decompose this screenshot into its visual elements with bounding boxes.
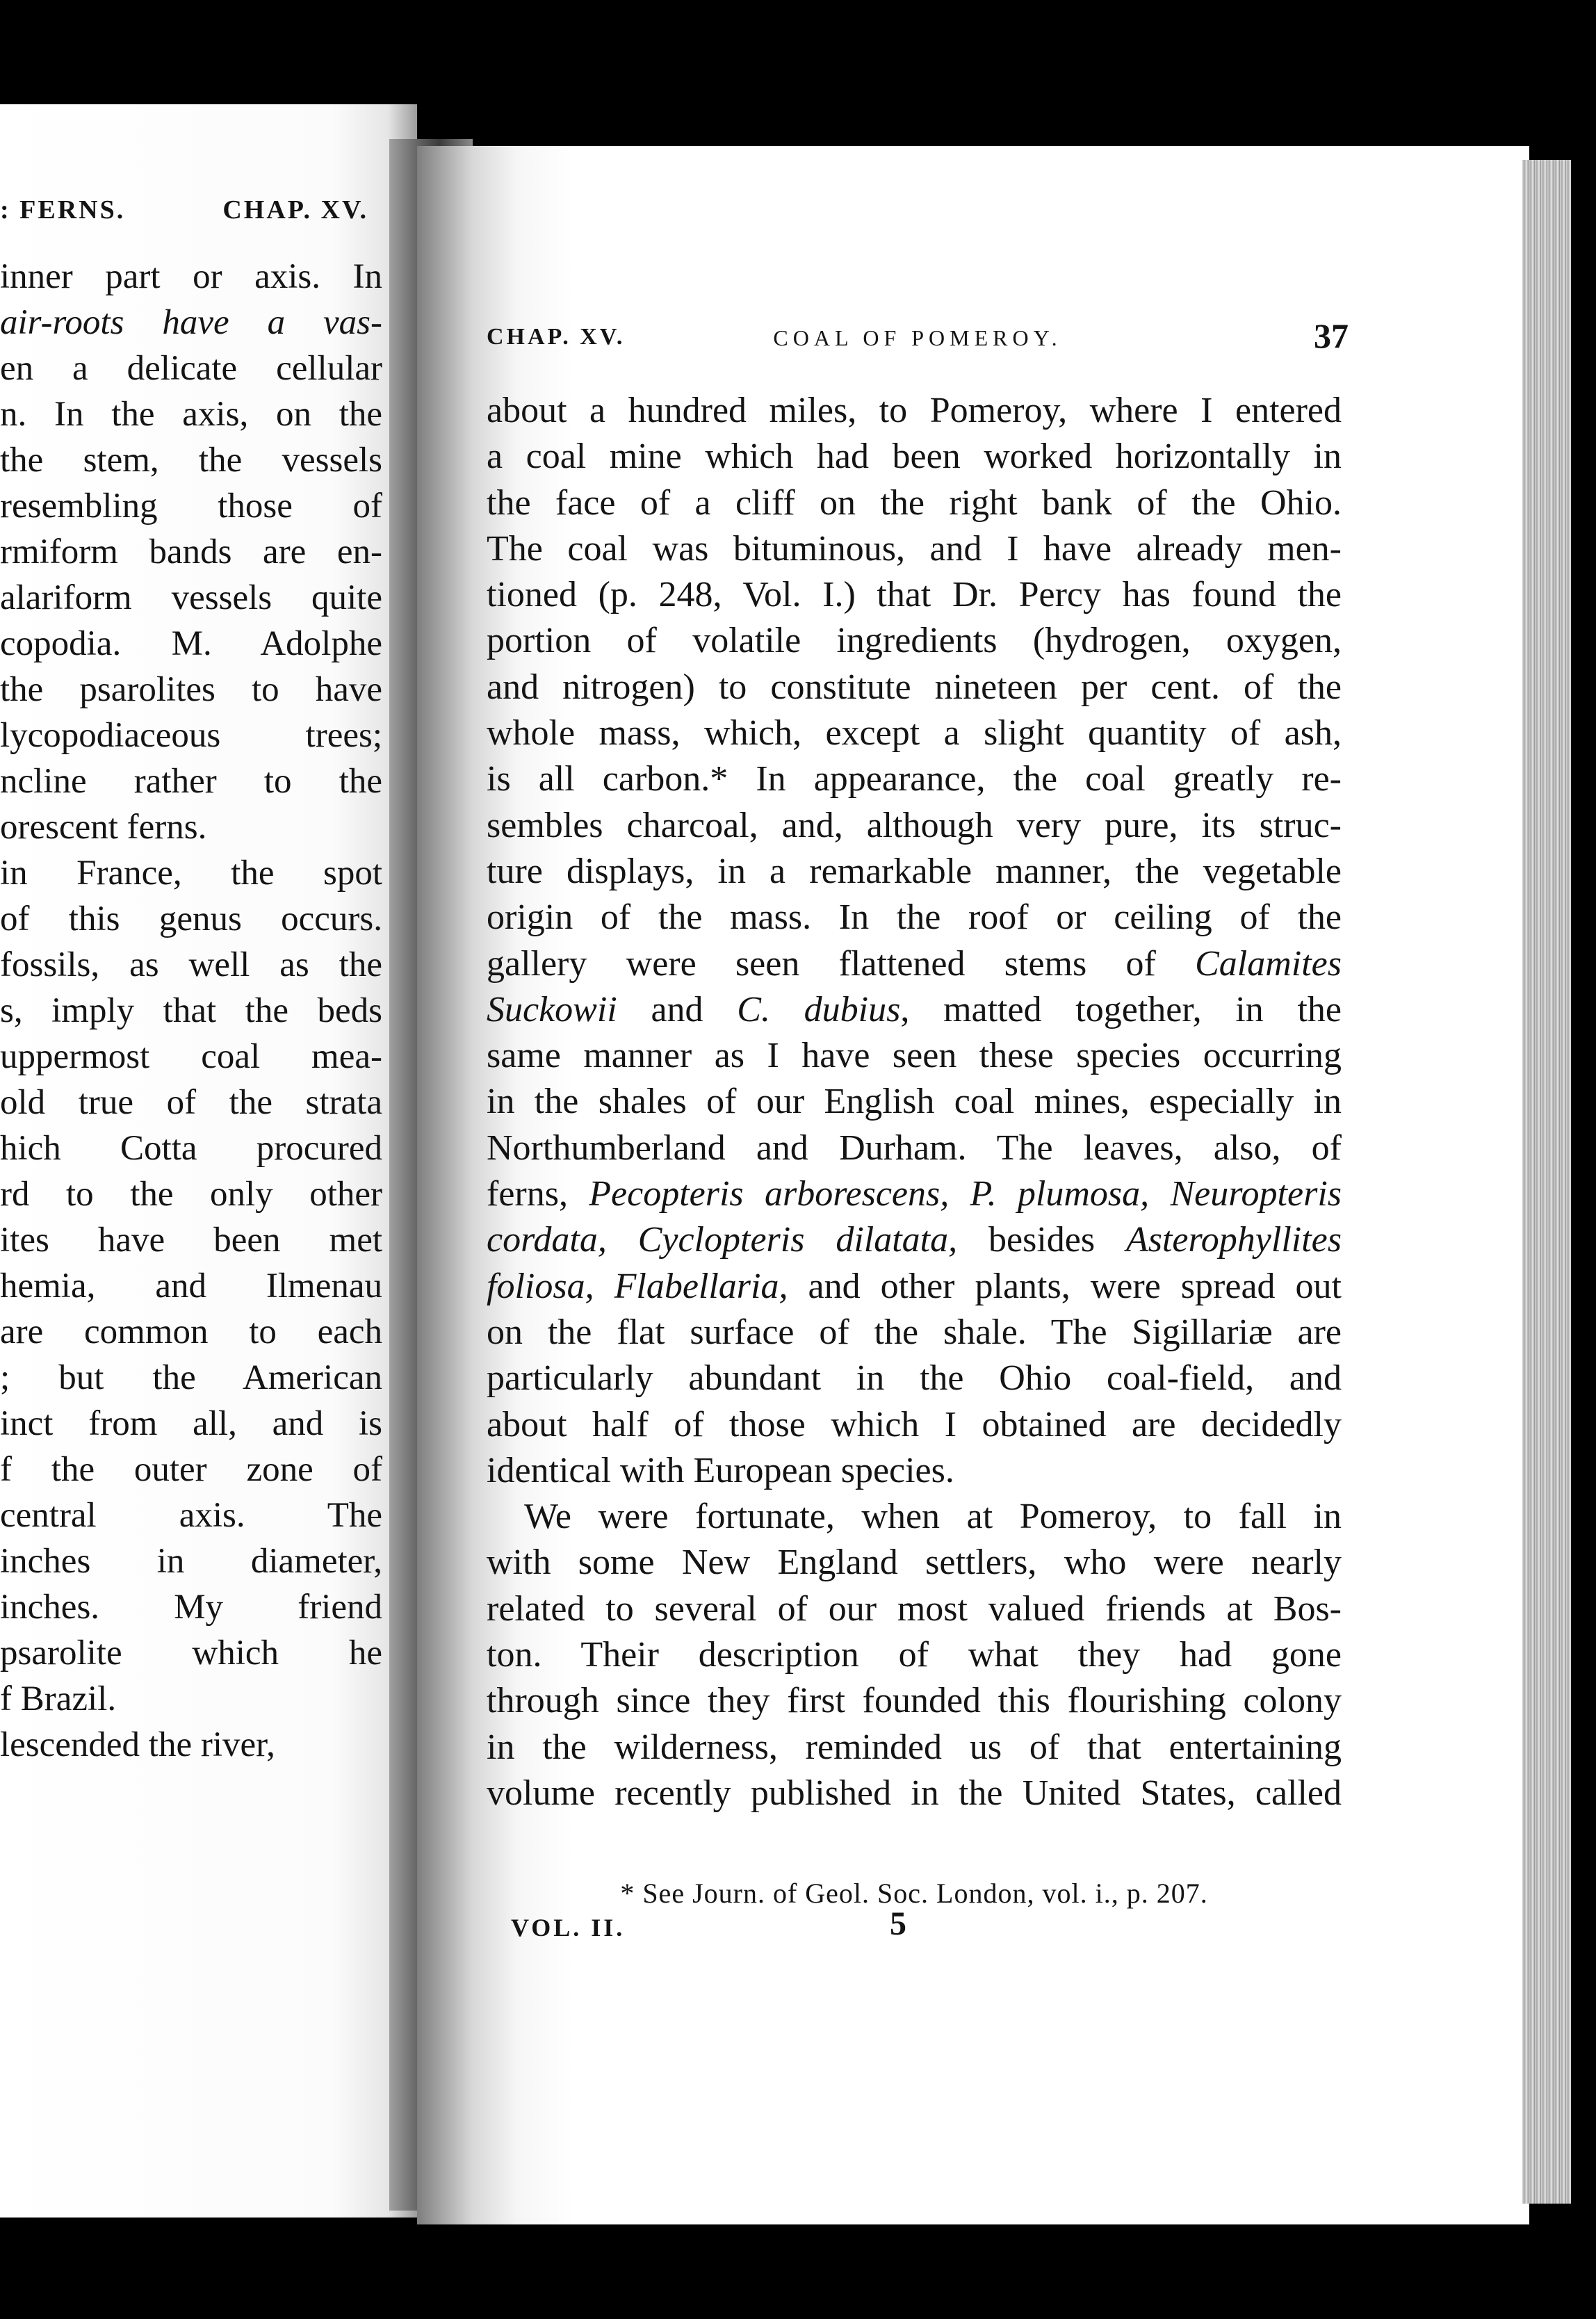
text-line: en a delicate cellular — [0, 349, 382, 388]
footnote: * See Journ. of Geol. Soc. London, vol. i., p. 207. — [620, 1878, 1208, 1909]
text-line: through since they first founded this flourishing colony — [487, 1681, 1342, 1721]
chapter-label: CHAP. XV. — [487, 324, 626, 350]
text-line: hemia, and Ilmenau — [0, 1267, 382, 1305]
text-line: central axis. The — [0, 1496, 382, 1535]
signature-mark: 5 — [890, 1905, 906, 1942]
text-line: is all carbon.* In appearance, the coal greatly re- — [487, 759, 1342, 799]
text-line: with some New England settlers, who were nearly — [487, 1543, 1342, 1583]
text-line — [0, 300, 382, 345]
text-line: We were fortunate, when at Pomeroy, to fall in — [524, 1497, 1342, 1537]
text-line: same manner as I have seen these species occurring — [487, 1036, 1342, 1076]
italic-term: Pecopteris arborescens, P. plumosa, Neuropteris — [589, 1174, 1342, 1214]
italic-term: cordata, Cyclopteris dilatata, — [487, 1220, 958, 1260]
right-page-header — [487, 316, 1349, 361]
italic-term: air-roots have a vas- — [0, 303, 382, 342]
text-line: the stem, the vessels — [0, 441, 382, 480]
text-line — [487, 941, 1342, 987]
text-line: about a hundred miles, to Pomeroy, where I entered — [487, 391, 1342, 430]
running-title: COAL OF POMEROY. — [773, 325, 1062, 350]
text-line: f Brazil. — [0, 1679, 117, 1718]
text-line — [487, 1171, 1342, 1217]
text-line: alariform vessels quite — [0, 578, 382, 617]
text-line: in France, the spot — [0, 854, 382, 893]
left-running-title: : FERNS. — [0, 195, 126, 225]
text-line: identical with European species. — [487, 1450, 954, 1490]
page-edges — [1522, 160, 1571, 2204]
left-chapter-label: CHAP. XV. — [222, 195, 368, 225]
text-line: about half of those which I obtained are decidedly — [487, 1404, 1342, 1445]
text-line: Northumberland and Durham. The leaves, also, of — [487, 1128, 1342, 1168]
left-page-text — [0, 254, 382, 1768]
text-line: f the outer zone of — [0, 1450, 382, 1489]
text-line: n. In the axis, on the — [0, 395, 382, 434]
text-line: ; but the American — [0, 1358, 382, 1397]
text-line: on the flat surface of the shale. The Sigillariæ are — [487, 1312, 1342, 1352]
text-line: orescent ferns. — [0, 808, 207, 847]
text-line: ites have been met — [0, 1221, 382, 1260]
text-line: inner part or axis. In — [0, 257, 382, 296]
page-number: 37 — [1314, 316, 1349, 355]
italic-term: Calamites — [1195, 943, 1342, 984]
text-line: origin of the mass. In the roof or ceiling of the — [487, 897, 1342, 938]
text-span: ferns, — [487, 1174, 589, 1214]
italic-term: Asterophyllites — [1125, 1220, 1342, 1260]
text-line: volume recently published in the United States, called — [487, 1773, 1342, 1813]
text-line — [487, 1264, 1342, 1310]
text-line: whole mass, which, except a slight quantity of ash, — [487, 713, 1342, 754]
text-line: resembling those of — [0, 487, 382, 526]
text-line: related to several of our most valued friends at Bos- — [487, 1588, 1342, 1629]
text-span: , matted together, in the — [900, 989, 1342, 1030]
italic-term: C. dubius — [737, 989, 901, 1030]
text-span: besides — [957, 1220, 1126, 1260]
text-line: and nitrogen) to constitute nineteen per cent. of the — [487, 667, 1342, 707]
text-line: hich Cotta procured — [0, 1129, 382, 1168]
text-line: lescended the river, — [0, 1725, 275, 1764]
text-span: gallery were seen flattened stems of — [487, 943, 1196, 984]
text-line: inches. My friend — [0, 1588, 382, 1627]
text-line: ton. Their description of what they had gone — [487, 1635, 1342, 1675]
text-line: rmiform bands are en- — [0, 532, 382, 571]
text-line: rd to the only other — [0, 1175, 382, 1214]
text-line: s, imply that the beds — [0, 991, 382, 1030]
text-line: copodia. M. Adolphe — [0, 624, 382, 663]
text-line: a coal mine which had been worked horizontally in — [487, 437, 1342, 477]
text-span: and — [617, 989, 738, 1030]
right-page-text — [487, 388, 1342, 1816]
signature-label: VOL. II. — [511, 1914, 626, 1942]
text-line: ture displays, in a remarkable manner, the vegetable — [487, 851, 1342, 891]
text-line: fossils, as well as the — [0, 945, 382, 984]
italic-term: foliosa, Flabellaria, — [487, 1266, 788, 1306]
left-page-header — [0, 195, 389, 236]
text-line: inches in diameter, — [0, 1542, 382, 1581]
text-line: portion of volatile ingredients (hydrogen, oxygen, — [487, 621, 1342, 661]
text-line: particularly abundant in the Ohio coal-field, and — [487, 1358, 1342, 1399]
text-line: are common to each — [0, 1312, 382, 1351]
text-line: lycopodiaceous trees; — [0, 716, 382, 755]
text-line — [487, 1217, 1342, 1263]
text-line: ncline rather to the — [0, 762, 382, 801]
text-span: and other plants, were spread out — [788, 1266, 1342, 1306]
text-line: uppermost coal mea- — [0, 1037, 382, 1076]
text-line: of this genus occurs. — [0, 900, 382, 938]
text-line: in the wilderness, reminded us of that entertaining — [487, 1727, 1342, 1767]
text-line — [487, 987, 1342, 1033]
text-line: psarolite which he — [0, 1634, 382, 1673]
text-line: in the shales of our English coal mines, especially in — [487, 1082, 1342, 1122]
text-line: the psarolites to have — [0, 670, 382, 709]
text-line: The coal was bituminous, and I have already men- — [487, 528, 1342, 569]
text-line: old true of the strata — [0, 1083, 382, 1122]
italic-term: Suckowii — [487, 989, 617, 1030]
text-line: inct from all, and is — [0, 1404, 382, 1443]
text-line: the face of a cliff on the right bank of the Ohio. — [487, 482, 1342, 523]
text-line: tioned (p. 248, Vol. I.) that Dr. Percy has found the — [487, 575, 1342, 615]
text-line: sembles charcoal, and, although very pure, its struc- — [487, 805, 1342, 845]
